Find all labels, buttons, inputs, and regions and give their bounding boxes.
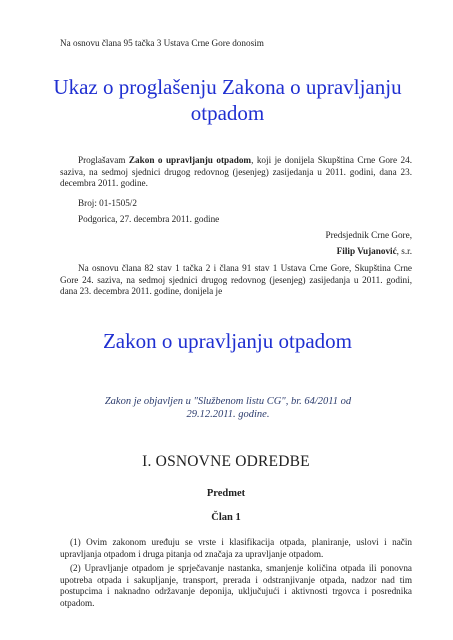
article-paragraph-1: (1) Ovim zakonom uređuju se vrste i klasifikacija otpada, planiranje, uslovi i način upravljanja otpadom i druga pitanja od značaja za upravljanje otpadom. — [60, 537, 412, 559]
basis-paragraph: Na osnovu člana 82 stav 1 tačka 2 i člana 91 stav 1 Ustava Crne Gore, Skupština Crne Gore 24. saziva, na sedmoj sjednici drugog redovnog (jesenjeg) zasijedanja u 2011. godini, dana 23. decembra 2011. godine, donijela je — [60, 263, 412, 296]
law-title: Zakon o upravljanju otpadom — [102, 329, 353, 353]
article-paragraph-2: (2) Upravljanje otpadom je sprječavanje nastanka, smanjenje količina otpada ili ponovna upotreba otpada i sakupljanje, transport, prerada i odstranjivanje otpada, nadzor nad tim postupcima i naknadno održavanje deponija, uključujući i aktivnosti trgovca i posrednika otpadom. — [60, 563, 412, 608]
publication-note: Zakon je objavljen u "Službenom listu CG", br. 64/2011 od 29.12.2011. godine. — [104, 396, 352, 420]
president-title: Predsjednik Crne Gore, — [325, 230, 412, 240]
president-name: Filip Vujanović — [336, 246, 397, 256]
ukaz-title: Ukaz o proglašenju Zakona o upravljanju otpadom — [53, 75, 402, 125]
proclamation-paragraph — [60, 155, 412, 190]
president-suffix: , s.r. — [396, 246, 412, 256]
broj-line: Broj: 01-1505/2 — [78, 198, 137, 208]
date-place-line: Podgorica, 27. decembra 2011. godine — [78, 214, 220, 224]
proclamation-post: , koji je donijela Skupština Crne Gore 24. saziva, na sedmoj sjednici drugog redovnog (jesenjeg) zasijedanja u 2011. godini, dana 23. decembra 2011. godine. — [60, 155, 413, 188]
article-heading: Član 1 — [211, 512, 241, 523]
proclamation-pre: Proglašavam — [78, 155, 129, 165]
subject-heading: Predmet — [206, 488, 246, 499]
law-name-bold: Zakon o upravljanju otpadom — [128, 155, 252, 165]
intro-line: Na osnovu člana 95 tačka 3 Ustava Crne Gore donosim — [60, 38, 264, 48]
president-signature — [200, 246, 412, 258]
chapter-heading: I. OSNOVNE ODREDBE — [142, 453, 310, 470]
